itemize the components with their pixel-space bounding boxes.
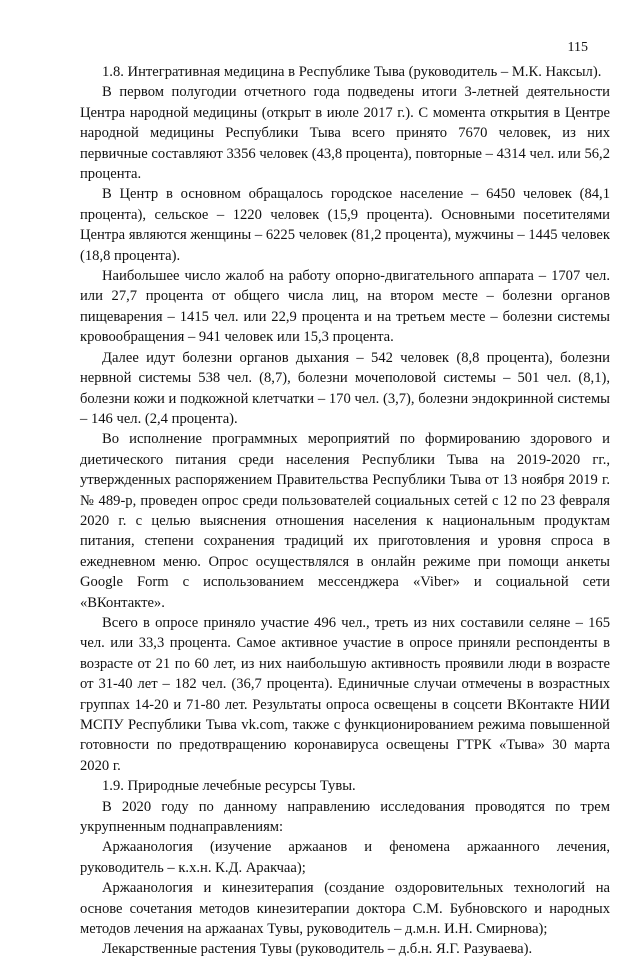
document-body: [80, 62, 610, 960]
page-number: 115: [567, 40, 588, 55]
list-item: Аржаанология и кинезитерапия (создание оздоровительных технологий на основе сочетания методов кинезитерапии доктора С.М. Бубновского и народных методов лечения на аржаанах Тувы, руководитель – д.м.н. И.Н. Смирнова);: [80, 880, 610, 938]
list-item: Лекарственные растения Тувы (руководитель – д.б.н. Я.Г. Разуваева).: [102, 941, 533, 958]
paragraph: Далее идут болезни органов дыхания – 542 человек (8,8 процента), болезни нервной системы 538 чел. (8,7), болезни мочеполовой системы – 501 чел. (8,1), болезни кожи и подкожной клетчатки – 170 чел. (3,7), болезни эндокринной системы – 146 чел. (2,4 процента).: [80, 349, 610, 427]
paragraph: В 2020 году по данному направлению исследования проводятся по трем укрупненным поднаправлениям:: [80, 798, 610, 836]
paragraph: В первом полугодии отчетного года подведены итоги 3-летней деятельности Центра народной медицины (открыт в июле 2017 г.). С момента открытия в Центре народной медицины Республики Тыва всего принято 7670 человек, из них первичные составляют 3356 человек (43,8 процента), повторные – 4314 чел. или 56,2 процента.: [80, 84, 610, 183]
paragraph: Наибольшее число жалоб на работу опорно-двигательного аппарата – 1707 чел. или 27,7 процента от общего числа лиц, на втором месте – болезни органов пищеварения – 1415 чел. или 22,9 процента и на третьем месте – болезни системы кровообращения – 941 человек или 15,3 процента.: [80, 268, 610, 346]
paragraph: В Центр в основном обращалось городское население – 6450 человек (84,1 процента), сельское – 1220 человек (15,9 процента). Основными посетителями Центра являются женщины – 6225 человек (81,2 процента), мужчины – 1445 человек (18,8 процента).: [80, 186, 610, 264]
section-heading-1-9: 1.9. Природные лечебные ресурсы Тувы.: [102, 778, 356, 795]
paragraph: Всего в опросе приняло участие 496 чел., треть из них составили селяне – 165 чел. или 33,3 процента. Самое активное участие в опросе приняли респонденты в возрасте от 21 по 60 лет, из них наибольшую активность проявили люди в возрасте от 31-40 лет – 182 чел. (36,7 процента). Единичные случаи отмечены в возрастных группах 14-20 и 71-80 лет. Результаты опроса освещены в соцсети ВКонтакте НИИ МСПУ Республики Тыва vk.com, также с функционированием режима повышенной готовности по предотвращению коронавируса освещены ГТРК «Тыва» 30 марта 2020 г.: [80, 614, 610, 774]
paragraph: Во исполнение программных мероприятий по формированию здорового и диетического питания среди населения Республики Тыва на 2019-2020 гг., утвержденных распоряжением Правительства Республики Тыва от 13 ноября 2019 г. № 489-р, проведен опрос среди пользователей социальных сетей с 12 по 23 февраля 2020 г. с целью выяснения отношения населения к национальным продуктам питания, степени сохранения традиций их приготовления и уровня спроса в ежедневном меню. Опрос осуществлялся в онлайн режиме при помощи анкеты Google Form с использованием мессенджера «Viber» и социальной сети «ВКонтакте».: [80, 431, 610, 611]
list-item: Аржаанология (изучение аржаанов и феномена аржаанного лечения, руководитель – к.х.н. К.Д. Аракчаа);: [80, 839, 610, 876]
section-heading-1-8: 1.8. Интегративная медицина в Республике Тыва (руководитель – М.К. Наксыл).: [102, 64, 602, 80]
